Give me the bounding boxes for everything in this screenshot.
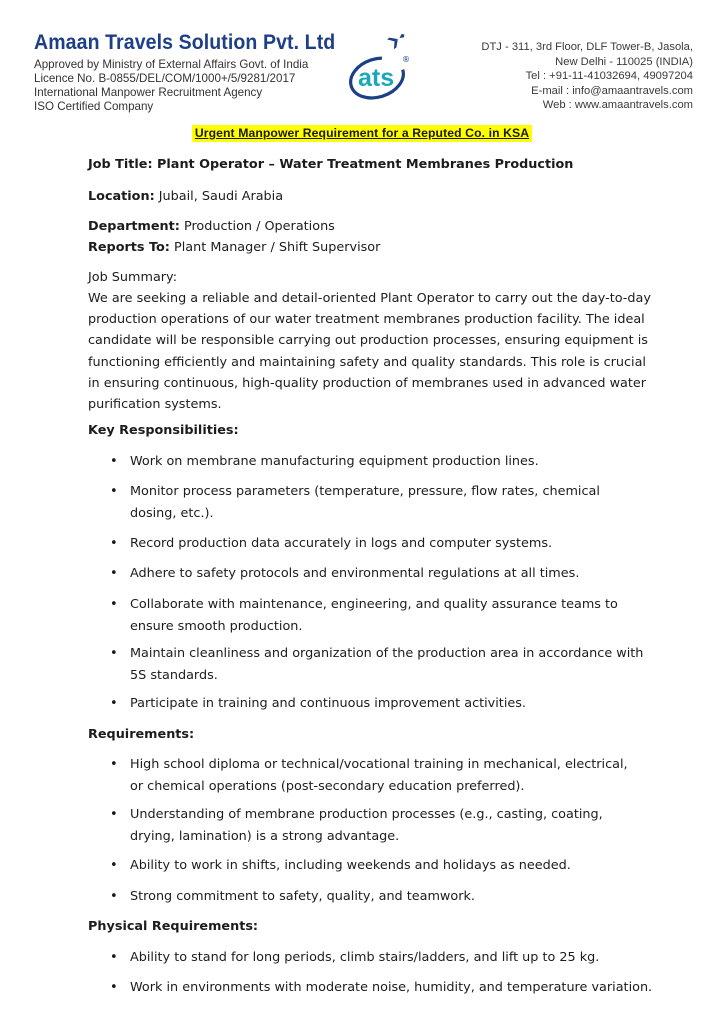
iso-line: ISO Certified Company — [34, 100, 154, 113]
summary-line: production operations of our water treatment membranes production facility. The ideal — [88, 312, 645, 328]
list-item-text: Collaborate with maintenance, engineering, and quality assurance teams to — [130, 597, 618, 612]
letterhead-right — [473, 40, 693, 113]
summary-paragraph — [88, 288, 651, 415]
bullet-icon: • — [110, 454, 118, 469]
urgent-banner: Urgent Manpower Requirement for a Reputed Co. in KSA — [192, 125, 532, 142]
agency-line: International Manpower Recruitment Agency — [34, 86, 263, 99]
bullet-icon: • — [110, 696, 118, 711]
list-item-text: Strong commitment to safety, quality, and teamwork. — [130, 889, 475, 904]
telephone-line: Tel : +91-11-41032694, 49097204 — [525, 70, 693, 82]
bullet-icon: • — [110, 536, 118, 551]
list-item-text: Ability to stand for long periods, climb stairs/ladders, and lift up to 25 kg. — [130, 950, 600, 965]
list-item-text: drying, lamination) is a strong advantage. — [130, 828, 400, 844]
summary-line: candidate will be responsible carrying out production processes, ensuring equipment is — [88, 333, 648, 349]
bullet-icon: • — [110, 484, 118, 499]
bullet-icon: • — [110, 980, 118, 995]
bullet-icon: • — [110, 889, 118, 904]
summary-line: purification systems. — [88, 397, 222, 413]
registered-mark: ® — [402, 55, 410, 64]
list-item-text: Monitor process parameters (temperature, pressure, flow rates, chemical — [130, 484, 600, 499]
list-item-text: or chemical operations (post-secondary education preferred). — [130, 778, 525, 794]
list-item-text: 5S standards. — [130, 667, 218, 683]
airplane-icon — [385, 34, 408, 51]
licence-line: Licence No. B-0855/DEL/COM/1000+/5/9281/2017 — [34, 72, 296, 85]
list-item-text: ensure smooth production. — [130, 618, 303, 634]
list-item-text: Participate in training and continuous improvement activities. — [130, 696, 526, 711]
requirements-heading: Requirements: — [88, 727, 195, 742]
summary-line: in ensuring continuous, high-quality production of membranes used in advanced water — [88, 375, 647, 391]
job-title: Job Title: Plant Operator – Water Treatment Membranes Production — [88, 157, 574, 172]
letterhead-left — [34, 30, 344, 114]
list-item-text: Adhere to safety protocols and environmental regulations at all times. — [130, 566, 580, 581]
location-row — [88, 186, 283, 207]
email-line[interactable]: E-mail : info@amaantravels.com — [531, 84, 693, 97]
summary-line: We are seeking a reliable and detail-oriented Plant Operator to carry out the day-to-day — [88, 291, 651, 306]
summary-heading: Job Summary: — [88, 270, 178, 285]
approval-line: Approved by Ministry of External Affairs Govt. of India — [34, 58, 309, 71]
bullet-icon: • — [110, 950, 118, 965]
reports-label: Reports To: — [88, 240, 170, 255]
website-line[interactable]: Web : www.amaantravels.com — [542, 99, 693, 111]
reports-row — [88, 237, 380, 258]
summary-line: functioning efficiently and maintaining safety and quality standards. This role is crucial — [88, 354, 646, 370]
bullet-icon: • — [110, 566, 118, 581]
list-item-text: Maintain cleanliness and organization of the production area in accordance with — [130, 646, 644, 661]
list-item-text: Work on membrane manufacturing equipment production lines. — [130, 454, 539, 469]
banner-wrap — [0, 122, 724, 142]
logo-text: ats — [358, 64, 395, 92]
department-row — [88, 216, 335, 237]
bullet-icon: • — [110, 757, 118, 772]
list-item-text: Work in environments with moderate noise, humidity, and temperature variation. — [130, 980, 653, 995]
company-name: Amaan Travels Solution Pvt. Ltd — [34, 31, 336, 54]
department-value: Production / Operations — [179, 219, 335, 234]
location-value: Jubail, Saudi Arabia — [154, 189, 284, 204]
ats-logo — [344, 34, 416, 106]
responsibilities-heading: Key Responsibilities: — [88, 423, 239, 438]
address-line-2: New Delhi - 110025 (INDIA) — [555, 55, 693, 68]
bullet-icon: • — [110, 807, 118, 822]
list-item-text: Understanding of membrane production processes (e.g., casting, coating, — [130, 807, 603, 822]
bullet-icon: • — [110, 858, 118, 873]
department-label: Department: — [88, 219, 180, 234]
list-item-text: dosing, etc.). — [130, 505, 214, 521]
list-item-text: Ability to work in shifts, including weekends and holidays as needed. — [130, 858, 571, 873]
reports-value: Plant Manager / Shift Supervisor — [169, 240, 381, 255]
bullet-icon: • — [110, 646, 118, 661]
list-item-text: High school diploma or technical/vocational training in mechanical, electrical, — [130, 757, 628, 772]
address-line-1: DTJ - 311, 3rd Floor, DLF Tower-B, Jasola, — [481, 41, 693, 53]
list-item-text: Record production data accurately in logs and computer systems. — [130, 536, 553, 551]
location-label: Location: — [88, 189, 155, 204]
physical-heading: Physical Requirements: — [88, 919, 259, 934]
bullet-icon: • — [110, 597, 118, 612]
